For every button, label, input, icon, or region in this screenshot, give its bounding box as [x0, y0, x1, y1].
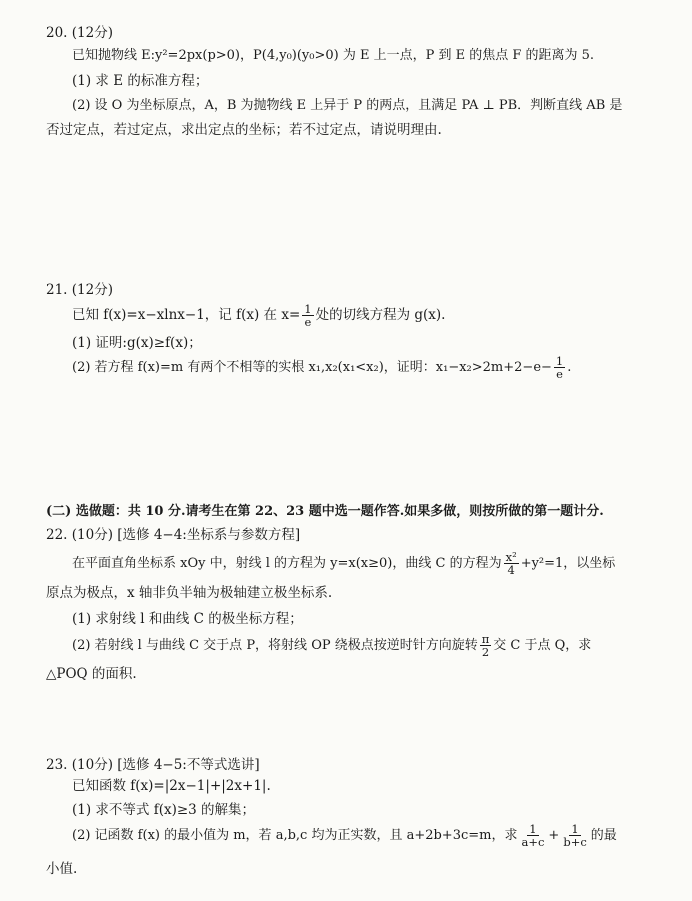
- q22-part2-post: 交 C 于点 Q，求: [493, 638, 592, 653]
- q20-stem: 已知抛物线 E:y²=2px(p>0)，P(4,y₀)(y₀>0) 为 E 上一点，P 到 E 的焦点 F 的距离为 5.: [72, 48, 595, 63]
- q23-part2-cont: 小值.: [46, 861, 78, 877]
- fraction-numerator: π: [481, 632, 490, 646]
- fraction-numerator: 1: [555, 354, 564, 368]
- q21-stem-post: 处的切线方程为 g(x).: [315, 307, 446, 323]
- q22-part2: [72, 633, 591, 659]
- q20-part2: (2) 设 O 为坐标原点，A，B 为抛物线 E 上异于 P 的两点，且满足 PA ⊥ PB．判断直线 AB 是: [72, 98, 623, 113]
- q22-stem-post: +y²=1，以坐标: [520, 556, 616, 571]
- q21-part2-post: .: [567, 360, 572, 375]
- fraction-denominator: 2: [481, 645, 490, 659]
- fraction-denominator: b+c: [563, 835, 587, 849]
- fraction-numerator: x²: [505, 550, 517, 564]
- elective-section-note: (二) 选做题：共 10 分.请考生在第 22、23 题中选一题作答.如果多做，则按所做的第一题计分.: [46, 504, 604, 519]
- q21-stem-fraction: [302, 303, 313, 328]
- q23-fraction-1: [519, 823, 546, 848]
- q21-header: 21. (12分): [46, 282, 113, 298]
- q23-header: 23. (10分) [选修 4−5:不等式选讲]: [46, 757, 260, 773]
- q20-header: 20. (12分): [46, 25, 113, 41]
- q23-part1: (1) 求不等式 f(x)≥3 的解集；: [72, 802, 256, 818]
- q20-part2-cont: 否过定点，若过定点，求出定点的坐标；若不过定点，请说明理由.: [46, 122, 442, 138]
- q22-part1: (1) 求射线 l 和曲线 C 的极坐标方程；: [72, 611, 303, 627]
- q23-part2-pre: (2) 记函数 f(x) 的最小值为 m，若 a,b,c 均为正实数，且 a+2b+3c=m，求: [72, 828, 518, 843]
- q22-header: 22. (10分) [选修 4−4:坐标系与参数方程]: [46, 527, 301, 543]
- q22-stem-fraction: [504, 551, 519, 576]
- q21-part2-fraction: [554, 355, 565, 380]
- fraction-numerator: 1: [304, 302, 312, 316]
- q23-stem: 已知函数 f(x)=|2x−1|+|2x+1|.: [72, 778, 271, 794]
- q22-part2-pre: (2) 若射线 l 与曲线 C 交于点 P，将射线 OP 绕极点按逆时针方向旋转: [72, 638, 478, 653]
- q22-stem: [72, 551, 615, 577]
- fraction-denominator: a+c: [521, 835, 545, 849]
- q23-plus: +: [548, 828, 560, 843]
- q22-part2-fraction: [480, 633, 492, 658]
- q20-part1: (1) 求 E 的标准方程；: [72, 73, 209, 89]
- fraction-denominator: 4: [507, 563, 515, 577]
- fraction-denominator: e: [556, 367, 563, 381]
- q21-stem: [72, 302, 445, 328]
- q21-part2: [72, 355, 571, 381]
- q22-part2-cont: △POQ 的面积.: [46, 666, 137, 682]
- fraction-numerator: 1: [571, 822, 579, 836]
- q23-part2-post: 的最: [590, 828, 617, 843]
- fraction-denominator: e: [304, 315, 312, 329]
- q23-part2: [72, 822, 617, 850]
- q22-stem-pre: 在平面直角坐标系 xOy 中，射线 l 的方程为 y=x(x≥0)，曲线 C 的方程为: [72, 556, 502, 571]
- fraction-numerator: 1: [529, 822, 537, 836]
- q22-stem-cont: 原点为极点，x 轴非负半轴为极轴建立极坐标系.: [46, 585, 333, 601]
- q21-part1: (1) 证明:g(x)≥f(x)；: [72, 335, 202, 351]
- q23-fraction-2: [561, 823, 588, 848]
- q21-stem-pre: 已知 f(x)=x−xlnx−1，记 f(x) 在 x=: [72, 307, 301, 323]
- q21-part2-pre: (2) 若方程 f(x)=m 有两个不相等的实根 x₁,x₂(x₁<x₂)，证明：x₁−x₂>2m+2−e−: [72, 360, 552, 375]
